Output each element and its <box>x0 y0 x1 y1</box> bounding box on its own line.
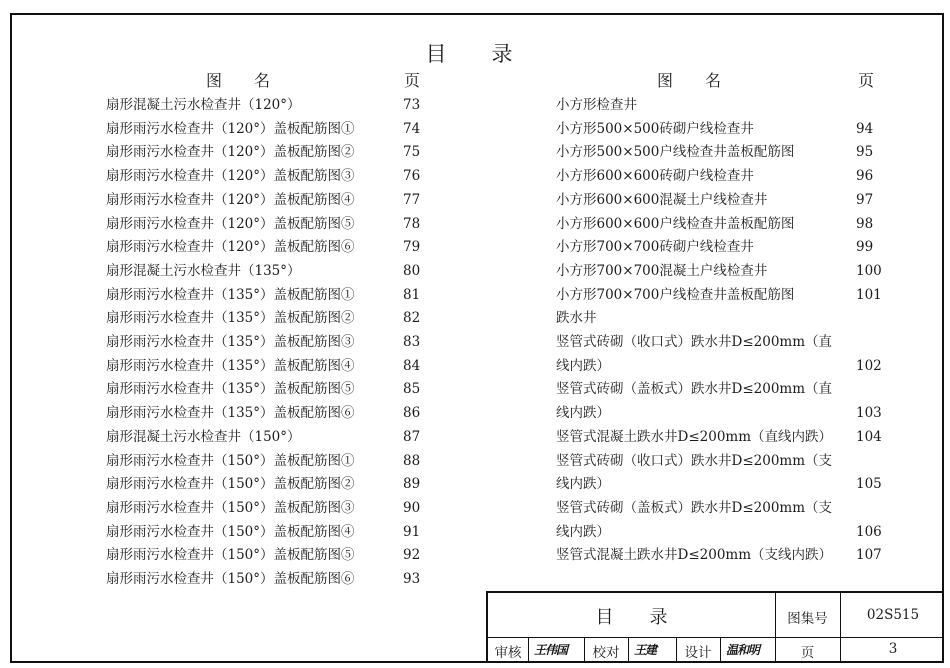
toc-entry-name: 扇形雨污水检查井（120°）盖板配筋图① <box>106 120 355 137</box>
toc-entry-name: 小方形600×600混凝土户线检查井 <box>556 191 768 208</box>
left-header-page: 页 <box>404 71 421 90</box>
toc-entry-page: 88 <box>403 452 421 469</box>
toc-entry-name: 扇形雨污水检查井（120°）盖板配筋图⑤ <box>106 215 355 232</box>
toc-entry-name: 竖管式砖砌（盖板式）跌水井D≤200mm（支 <box>556 499 833 516</box>
toc-entry-name: 竖管式混凝土跌水井D≤200mm（直线内跌） <box>556 428 833 445</box>
toc-entry-name: 扇形雨污水检查井（135°）盖板配筋图③ <box>106 334 355 350</box>
toc-entry-name: 线内跌） <box>556 476 610 493</box>
toc-entry-page: 74 <box>403 120 421 137</box>
toc-entry-name: 扇形雨污水检查井（135°）盖板配筋图② <box>106 310 355 327</box>
toc-entry-name: 线内跌） <box>556 523 610 540</box>
toc-entry-name: 扇形雨污水检查井（120°）盖板配筋图⑥ <box>106 239 355 256</box>
toc-entry-name: 扇形雨污水检查井（120°）盖板配筋图④ <box>106 191 355 208</box>
design-label: 设计 <box>684 645 712 661</box>
toc-entry-name: 竖管式砖砌（盖板式）跌水井D≤200mm（直 <box>556 381 833 398</box>
toc-entry-page: 92 <box>403 547 421 564</box>
check-signature: 王建 <box>634 643 657 657</box>
toc-entry-name: 扇形雨污水检查井（150°）盖板配筋图④ <box>106 523 355 540</box>
toc-entry-page: 101 <box>856 286 882 303</box>
toc-entry-page: 103 <box>856 405 882 422</box>
toc-entry-name: 竖管式砖砌（收口式）跌水井D≤200mm（支 <box>556 452 833 469</box>
toc-entry-page: 94 <box>856 120 874 137</box>
toc-entry-page: 93 <box>403 571 421 587</box>
review-label: 审核 <box>494 645 522 661</box>
toc-entry-page: 106 <box>856 523 882 540</box>
review-signature: 王伟国 <box>534 643 568 657</box>
title-block <box>486 591 944 663</box>
toc-entry-name: 扇形雨污水检查井（135°）盖板配筋图⑥ <box>106 405 355 422</box>
right-header-page: 页 <box>858 71 875 90</box>
title-block-title: 目 录 <box>595 607 668 628</box>
toc-entry-page: 86 <box>403 405 421 422</box>
toc-entry-name: 扇形雨污水检查井（135°）盖板配筋图⑤ <box>106 381 355 398</box>
toc-entry-name: 扇形雨污水检查井（135°）盖板配筋图① <box>106 286 355 303</box>
toc-entry-name: 扇形混凝土污水检查井（135°） <box>106 262 301 279</box>
check-label: 校对 <box>592 645 620 661</box>
atlas-number: 02S515 <box>866 607 920 623</box>
toc-entry-name: 小方形500×500砖砌户线检查井 <box>556 120 754 137</box>
toc-entry-name: 小方形700×700户线检查井盖板配筋图 <box>556 286 795 303</box>
toc-entry-name: 扇形混凝土污水检查井（120°） <box>106 97 301 113</box>
toc-entry-page: 83 <box>403 334 421 350</box>
toc-entry-page: 96 <box>856 168 874 185</box>
toc-entry-page: 104 <box>856 428 882 445</box>
design-signature: 温和明 <box>726 643 760 657</box>
toc-entry-page: 78 <box>403 215 421 232</box>
toc-entry-page: 107 <box>856 547 882 564</box>
toc-entry-name: 小方形500×500户线检查井盖板配筋图 <box>556 144 795 161</box>
toc-entry-page: 91 <box>403 523 421 540</box>
atlas-label: 图集号 <box>787 611 828 627</box>
toc-entry-page: 76 <box>403 168 421 185</box>
toc-entry-page: 102 <box>856 357 882 374</box>
toc-entry-page: 89 <box>403 476 421 493</box>
toc-entry-name: 扇形雨污水检查井（150°）盖板配筋图② <box>106 476 355 493</box>
page-number: 3 <box>888 641 898 657</box>
toc-entry-name: 竖管式混凝土跌水井D≤200mm（支线内跌） <box>556 547 833 564</box>
toc-entry-page: 85 <box>403 381 421 398</box>
toc-entry-name: 小方形600×600砖砌户线检查井 <box>556 168 754 185</box>
toc-entry-page: 80 <box>403 262 421 279</box>
toc-entry-page: 75 <box>403 144 421 161</box>
toc-entry-page: 82 <box>403 310 421 327</box>
toc-entry-name: 扇形雨污水检查井（150°）盖板配筋图① <box>106 452 355 469</box>
toc-entry-page: 87 <box>403 428 421 445</box>
toc-entry-page: 95 <box>856 144 874 161</box>
toc-entry-name: 竖管式砖砌（收口式）跌水井D≤200mm（直 <box>556 334 833 350</box>
toc-entry-name: 扇形雨污水检查井（150°）盖板配筋图⑥ <box>106 571 355 587</box>
toc-entry-name: 小方形700×700混凝土户线检查井 <box>556 262 768 279</box>
toc-entry-page: 81 <box>403 286 421 303</box>
right-header-name: 图 名 <box>657 71 722 90</box>
toc-entry-name: 跌水井 <box>556 310 597 327</box>
toc-entry-page: 97 <box>856 191 874 208</box>
toc-entry-page: 77 <box>403 191 421 208</box>
toc-entry-name: 小方形700×700砖砌户线检查井 <box>556 239 754 256</box>
toc-entry-name: 小方形600×600户线检查井盖板配筋图 <box>556 215 795 232</box>
toc-entry-page: 79 <box>403 239 421 256</box>
toc-entry-page: 105 <box>856 476 882 493</box>
toc-entry-page: 73 <box>403 97 421 113</box>
toc-entry-name: 扇形雨污水检查井（150°）盖板配筋图⑤ <box>106 547 355 564</box>
toc-entry-name: 扇形雨污水检查井（135°）盖板配筋图④ <box>106 357 355 374</box>
left-header-name: 图 名 <box>206 71 271 90</box>
toc-entry-name: 线内跌） <box>556 357 610 374</box>
toc-entry-name: 扇形混凝土污水检查井（150°） <box>106 428 301 445</box>
toc-entry-page: 100 <box>856 262 882 279</box>
toc-entry-page: 99 <box>856 239 874 256</box>
toc-entry-page: 98 <box>856 215 874 232</box>
toc-entry-name: 扇形雨污水检查井（120°）盖板配筋图② <box>106 144 355 161</box>
page-label: 页 <box>800 645 815 661</box>
toc-entry-name: 线内跌） <box>556 405 610 422</box>
toc-entry-name: 小方形检查井 <box>556 97 637 113</box>
toc-entry-name: 扇形雨污水检查井（120°）盖板配筋图③ <box>106 168 355 185</box>
toc-entry-name: 扇形雨污水检查井（150°）盖板配筋图③ <box>106 499 355 516</box>
page-title: 目 录 <box>425 42 525 66</box>
toc-entry-page: 84 <box>403 357 421 374</box>
toc-entry-page: 90 <box>403 499 421 516</box>
